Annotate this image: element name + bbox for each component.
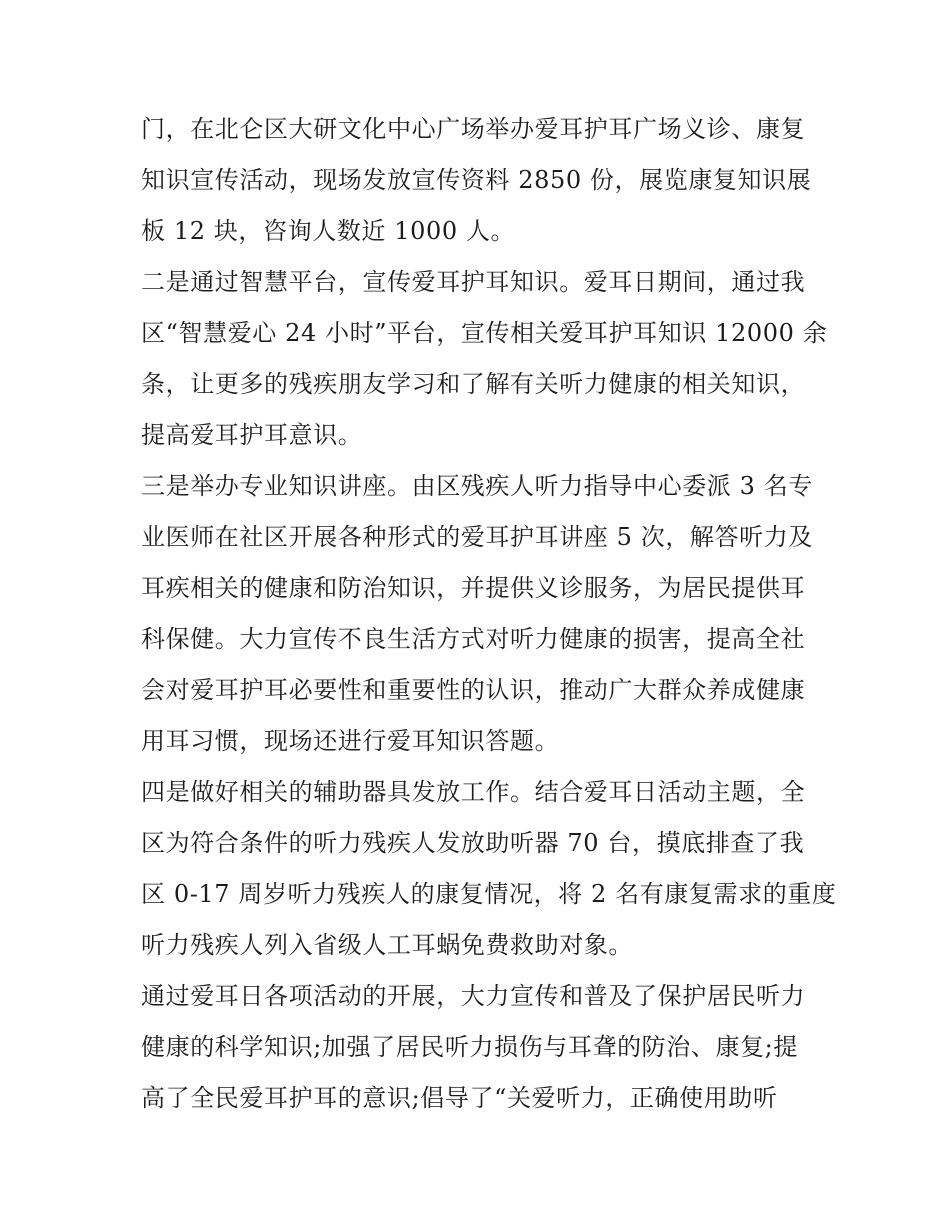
paragraph-smart-platform xyxy=(141,257,828,461)
text-line: 区“智慧爱心 24 小时”平台，宣传相关爱耳护耳知识 12000 余 xyxy=(141,319,828,347)
text-line: 健康的科学知识;加强了居民听力损伤与耳聋的防治、康复;提 xyxy=(141,1033,798,1061)
text-line: 条，让更多的残疾朋友学习和了解有关听力健康的相关知识， xyxy=(141,370,806,398)
document-body xyxy=(141,104,837,1124)
text-line: 业医师在社区开展各种形式的爱耳护耳讲座 5 次，解答听力及 xyxy=(141,523,813,551)
text-line: 耳疾相关的健康和防治知识，并提供义诊服务，为居民提供耳 xyxy=(141,574,806,602)
text-line: 知识宣传活动，现场发放宣传资料 2850 份，展览康复知识展 xyxy=(141,166,812,194)
paragraph-lectures xyxy=(141,461,813,767)
text-line: 通过爱耳日各项活动的开展，大力宣传和普及了保护居民听力 xyxy=(141,982,806,1010)
text-line: 听力残疾人列入省级人工耳蜗免费救助对象。 xyxy=(141,931,633,959)
paragraph-assistive-devices xyxy=(141,767,837,971)
text-line: 科保健。大力宣传不良生活方式对听力健康的损害，提高全社 xyxy=(141,625,806,653)
text-line: 用耳习惯，现场还进行爱耳知识答题。 xyxy=(141,727,560,755)
text-line: 区 0-17 周岁听力残疾人的康复情况，将 2 名有康复需求的重度 xyxy=(141,880,837,908)
text-line: 三是举办专业知识讲座。由区残疾人听力指导中心委派 3 名专 xyxy=(141,472,813,500)
text-line: 板 12 块，咨询人数近 1000 人。 xyxy=(141,217,516,245)
paragraph-activity-summary xyxy=(141,104,813,257)
text-line: 高了全民爱耳护耳的意识;倡导了“关爱听力，正确使用助听 xyxy=(141,1084,778,1112)
paragraph-conclusion xyxy=(141,971,813,1124)
text-line: 区为符合条件的听力残疾人发放助听器 70 台，摸底排查了我 xyxy=(141,829,805,857)
text-line: 会对爱耳护耳必要性和重要性的认识，推动广大群众养成健康 xyxy=(141,676,806,704)
text-line: 提高爱耳护耳意识。 xyxy=(141,421,363,449)
text-line: 门，在北仑区大研文化中心广场举办爱耳护耳广场义诊、康复 xyxy=(141,115,806,143)
text-line: 二是通过智慧平台，宣传爱耳护耳知识。爱耳日期间，通过我 xyxy=(141,268,806,296)
text-line: 四是做好相关的辅助器具发放工作。结合爱耳日活动主题，全 xyxy=(141,778,806,806)
